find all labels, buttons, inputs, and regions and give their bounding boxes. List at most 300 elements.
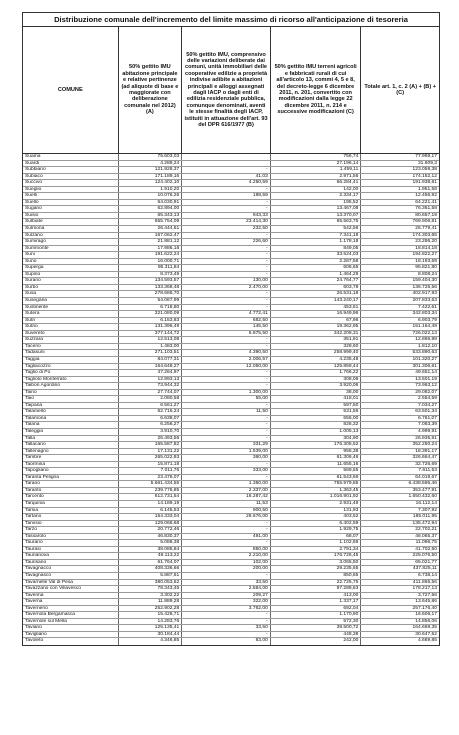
value-a-cell: 6.638,07 bbox=[119, 416, 183, 422]
comune-cell: Tarsia bbox=[23, 508, 119, 514]
value-a-cell: 11.889,28 bbox=[119, 599, 183, 605]
value-b-cell: 900,50 bbox=[182, 508, 271, 514]
value-a-cell: 265.022,83 bbox=[119, 455, 183, 461]
value-c-cell: 19.362,95 bbox=[271, 324, 362, 330]
total-cell: 135.472,94 bbox=[412, 520, 437, 526]
comune-cell: Tassarolo bbox=[23, 534, 119, 540]
value-a-cell: 171.189,16 bbox=[119, 174, 183, 180]
value-b-cell: 4.772,41 bbox=[182, 311, 271, 317]
value-c-cell: 531,56 bbox=[271, 409, 362, 415]
value-b-cell: - bbox=[182, 403, 271, 409]
comune-cell: Taio bbox=[23, 396, 119, 402]
value-c-cell: 143.240,17 bbox=[271, 298, 362, 304]
comune-cell: Taipana bbox=[23, 403, 119, 409]
value-c-cell: 342.208,31 bbox=[271, 331, 362, 337]
value-c-cell: 4.235,48 bbox=[271, 357, 362, 363]
header-col-b: 50% gettito IMU, comprensivo delle variazioni deliberate dai comuni, unità immobiliari delle cooperative edilizie a proprietà indivise adibite a abitazioni principali e alloggi assegnati dagli IACP o dagli enti di edilizia residenziale pubblica, comunque denominati, aventi le stesse finalità degli IACP, istituiti in attuazione dell'art. 93 del DPR 616/1977 (B) bbox=[182, 27, 271, 153]
comune-cell: Sutri bbox=[23, 318, 119, 324]
value-a-cell: 65.343,13 bbox=[119, 213, 183, 219]
value-b-cell: 28.676,00 bbox=[182, 514, 271, 520]
value-b-cell: - bbox=[182, 344, 271, 350]
value-a-cell: 14.283,76 bbox=[119, 619, 183, 625]
value-c-cell: 542,56 bbox=[271, 226, 362, 232]
comune-cell: Taviano bbox=[23, 625, 119, 631]
total-cell: 23.286,20 bbox=[415, 239, 437, 245]
total-cell: 41.702,50 bbox=[415, 546, 437, 552]
value-b-cell: 2.337,00 bbox=[182, 488, 271, 494]
value-b-cell: - bbox=[182, 462, 271, 468]
table-body bbox=[22, 154, 440, 646]
comune-cell: Suno bbox=[23, 259, 119, 265]
value-a-cell: 321.080,09 bbox=[119, 311, 183, 317]
comune-cell: Tartano bbox=[23, 514, 119, 520]
value-b-cell: 682,50 bbox=[182, 318, 271, 324]
comune-cell: Tavenna bbox=[23, 593, 119, 599]
document-title: Distribuzione comunale dell'incremento del limite massimo di ricorso all'anticipazione di tesoreria bbox=[22, 12, 440, 26]
value-b-cell: - bbox=[182, 429, 271, 435]
value-c-cell: 955,38 bbox=[271, 449, 362, 455]
total-cell: 65.021,77 bbox=[415, 559, 437, 565]
value-a-cell: 1.483,00 bbox=[119, 344, 183, 350]
comune-cell: Tavoleto bbox=[23, 638, 119, 645]
value-a-cell: 26.493,56 bbox=[119, 436, 183, 442]
comune-cell: Sulbiate bbox=[23, 219, 119, 225]
comune-cell: Succivo bbox=[23, 180, 119, 186]
value-a-cell: 154.333,04 bbox=[119, 514, 183, 520]
comune-cell: Tarcento bbox=[23, 494, 119, 500]
value-b-cell: 102,00 bbox=[182, 560, 271, 566]
total-cell: 73.963,12 bbox=[415, 383, 437, 389]
value-c-cell: 1.005,13 bbox=[271, 429, 362, 435]
value-c-cell: 328,60 bbox=[271, 344, 362, 350]
value-b-cell: 1.350,00 bbox=[182, 481, 271, 487]
value-c-cell: 850,65 bbox=[271, 573, 362, 579]
total-cell: 22.702,21 bbox=[415, 527, 437, 533]
total-cell: 7.083,39 bbox=[417, 422, 437, 428]
comune-cell: Surbo bbox=[23, 285, 119, 291]
value-c-cell: 2.931,49 bbox=[271, 501, 362, 507]
total-cell: 18.814,18 bbox=[415, 245, 437, 251]
table-header bbox=[22, 26, 440, 154]
value-c-cell: 33.524,03 bbox=[271, 252, 362, 258]
total-cell: 411.865,56 bbox=[412, 579, 437, 585]
value-a-cell: 5.887,51 bbox=[119, 573, 183, 579]
total-cell: 7.611,53 bbox=[418, 468, 437, 474]
value-b-cell: 33,50 bbox=[182, 580, 271, 586]
value-c-cell: 1.337,17 bbox=[271, 599, 362, 605]
value-a-cell: 62.894,00 bbox=[119, 206, 183, 212]
value-c-cell: 826,32 bbox=[271, 422, 362, 428]
value-b-cell: 360,00 bbox=[182, 455, 271, 461]
value-a-cell: 30.184,44 bbox=[119, 632, 183, 638]
total-cell: 76.361,58 bbox=[415, 206, 437, 212]
total-cell: 225.076,50 bbox=[412, 553, 437, 559]
comune-cell: Superga bbox=[23, 265, 119, 271]
value-b-cell: 322,00 bbox=[182, 599, 271, 605]
comune-cell: Tavernole sul Mella bbox=[23, 619, 119, 625]
total-cell: 726.022,13 bbox=[412, 330, 437, 336]
value-c-cell: 11.655,16 bbox=[271, 462, 362, 468]
comune-cell: Tavernerio bbox=[23, 606, 119, 612]
value-a-cell: 252.902,28 bbox=[119, 606, 183, 612]
comune-cell: Sugano bbox=[23, 206, 119, 212]
comune-cell: Taurisano bbox=[23, 560, 119, 566]
value-c-cell: 29.235,65 bbox=[271, 566, 362, 572]
comune-cell: Suello bbox=[23, 200, 119, 206]
value-b-cell bbox=[182, 161, 271, 167]
comune-cell: Tavigliano bbox=[23, 632, 119, 638]
value-c-cell: 692,04 bbox=[271, 606, 362, 612]
value-c-cell: 27.196,14 bbox=[271, 161, 362, 167]
total-cell: 207.833,63 bbox=[412, 298, 437, 304]
value-a-cell: 4.346,85 bbox=[119, 638, 183, 645]
total-cell: 353.477,91 bbox=[412, 487, 437, 493]
value-c-cell: 453,61 bbox=[271, 305, 362, 311]
value-a-cell: 2.080,58 bbox=[119, 396, 183, 402]
value-b-cell: - bbox=[182, 436, 271, 442]
value-a-cell: 167.062,47 bbox=[119, 233, 183, 239]
value-b-cell: - bbox=[182, 206, 271, 212]
value-a-cell: 16.000,71 bbox=[119, 259, 183, 265]
value-c-cell: 131,93 bbox=[271, 508, 362, 514]
total-cell: 342.803,34 bbox=[412, 311, 437, 317]
value-b-cell: - bbox=[182, 265, 271, 271]
value-b-cell: 200,00 bbox=[182, 566, 271, 572]
value-b-cell: - bbox=[182, 619, 271, 625]
comune-cell: Taranta Peligna bbox=[23, 475, 119, 481]
comune-cell: Tarzo bbox=[23, 527, 119, 533]
total-cell: 352.250,24 bbox=[412, 442, 437, 448]
total-cell: 301.306,61 bbox=[412, 363, 437, 369]
value-b-cell: 2.006,57 bbox=[182, 357, 271, 363]
comune-cell: Talana bbox=[23, 422, 119, 428]
value-b-cell: - bbox=[182, 377, 271, 383]
value-b-cell: 33,50 bbox=[182, 625, 271, 631]
total-cell: 533.890,63 bbox=[412, 350, 437, 356]
value-c-cell: 2.334,17 bbox=[271, 193, 362, 199]
value-c-cell: 1.766,22 bbox=[271, 370, 362, 376]
comune-cell: Suvereto bbox=[23, 331, 119, 337]
value-a-cell: 75.603,03 bbox=[119, 154, 183, 160]
value-b-cell: - bbox=[182, 259, 271, 265]
comune-cell: Tarano bbox=[23, 481, 119, 487]
value-b-cell: 11,50 bbox=[182, 409, 271, 415]
value-c-cell: 1.929,75 bbox=[271, 527, 362, 533]
value-a-cell: 12.513,08 bbox=[119, 337, 183, 343]
document-sheet bbox=[22, 12, 440, 646]
value-a-cell: 20.772,46 bbox=[119, 527, 183, 533]
header-comune: COMUNE bbox=[23, 27, 119, 153]
value-a-cell: 164.648,27 bbox=[119, 364, 183, 370]
value-b-cell: - bbox=[182, 337, 271, 343]
total-cell: 12.865,98 bbox=[415, 337, 437, 343]
value-a-cell: 15.871,18 bbox=[119, 462, 183, 468]
value-b-cell: 83,00 bbox=[182, 638, 271, 645]
comune-cell: Tallacano bbox=[23, 442, 119, 448]
value-c-cell: 1.102,69 bbox=[271, 540, 362, 546]
value-c-cell: 2.287,58 bbox=[271, 259, 362, 265]
value-a-cell: 239.776,85 bbox=[119, 488, 183, 494]
total-cell: 77.969,17 bbox=[415, 154, 437, 159]
comune-cell: Tavagnacco bbox=[23, 566, 119, 572]
comune-cell: Taurasi bbox=[23, 547, 119, 553]
value-b-cell: 12.050,00 bbox=[182, 364, 271, 370]
value-b-cell: 3.762,00 bbox=[182, 606, 271, 612]
value-b-cell: 2.584,00 bbox=[182, 586, 271, 592]
value-b-cell: - bbox=[182, 521, 271, 527]
value-a-cell: 6.153,83 bbox=[119, 318, 183, 324]
value-c-cell: 68,07 bbox=[271, 534, 362, 540]
value-c-cell: 849,05 bbox=[271, 246, 362, 252]
total-cell: 194.822,27 bbox=[412, 252, 437, 258]
value-c-cell: 572,30 bbox=[271, 619, 362, 625]
comune-cell: Taormina bbox=[23, 462, 119, 468]
total-cell: 63.501,34 bbox=[415, 409, 437, 415]
header-totale: Totale art. 1, c. 2 (A) + (B) + (C) bbox=[364, 83, 437, 96]
total-cell: 31.609,3 bbox=[417, 160, 437, 166]
value-a-cell: 95.311,84 bbox=[119, 265, 183, 271]
value-c-cell: 176.726,45 bbox=[271, 553, 362, 559]
value-c-cell: 755.979,85 bbox=[271, 481, 362, 487]
table-row bbox=[23, 638, 439, 645]
value-c-cell: 13.370,07 bbox=[271, 213, 362, 219]
value-c-cell: 308,06 bbox=[271, 377, 362, 383]
total-cell: 185.011,95 bbox=[412, 514, 437, 520]
value-a-cell: 46.830,37 bbox=[119, 534, 183, 540]
value-a-cell: 7.011,76 bbox=[119, 468, 183, 474]
value-c-cell: 1.170,90 bbox=[271, 612, 362, 618]
comune-cell: Tambre bbox=[23, 455, 119, 461]
value-c-cell: 26.531,18 bbox=[271, 291, 362, 297]
value-a-cell: 612.731,54 bbox=[119, 494, 183, 500]
value-a-cell: 133.368,48 bbox=[119, 285, 183, 291]
value-c-cell: 606,65 bbox=[271, 265, 362, 271]
value-b-cell: 850,00 bbox=[182, 547, 271, 553]
value-b-cell: 2.210,00 bbox=[182, 553, 271, 559]
value-a-cell: 3.302,22 bbox=[119, 593, 183, 599]
comune-cell: Tavazzano con Villavesco bbox=[23, 586, 119, 592]
value-a-cell: 377.144,72 bbox=[119, 331, 183, 337]
total-cell: 4.999,91 bbox=[417, 428, 437, 434]
comune-cell: Surano bbox=[23, 278, 119, 284]
value-b-cell: - bbox=[182, 370, 271, 376]
comune-cell: Sutera bbox=[23, 311, 119, 317]
value-b-cell: - bbox=[182, 573, 271, 579]
comune-cell: Tagliolo Monferrato bbox=[23, 377, 119, 383]
value-a-cell: 4.289,24 bbox=[119, 161, 183, 167]
value-b-cell: 145,50 bbox=[182, 324, 271, 330]
comune-cell: Sumirago bbox=[23, 239, 119, 245]
total-cell: 6.738,14 bbox=[417, 573, 437, 578]
value-b-cell: 232,50 bbox=[182, 226, 271, 232]
value-b-cell: - bbox=[182, 200, 271, 206]
value-c-cell: 38,00 bbox=[271, 390, 362, 396]
value-b-cell: 4.390,50 bbox=[182, 350, 271, 356]
value-b-cell: 16.287,42 bbox=[182, 494, 271, 500]
value-a-cell: 47.264,97 bbox=[119, 370, 183, 376]
value-c-cell: 1.459,11 bbox=[271, 167, 362, 173]
value-c-cell: 351,91 bbox=[271, 337, 362, 343]
value-b-cell bbox=[182, 154, 271, 160]
value-a-cell: 121.928,37 bbox=[119, 167, 183, 173]
value-a-cell: 62.716,24 bbox=[119, 409, 183, 415]
value-c-cell: 142,00 bbox=[271, 187, 362, 193]
total-cell: 101.320,27 bbox=[412, 356, 437, 362]
value-c-cell: 6.402,59 bbox=[271, 521, 362, 527]
value-a-cell: 271.103,51 bbox=[119, 350, 183, 356]
comune-cell: Tallenagno bbox=[23, 449, 119, 455]
value-c-cell: 258.999,40 bbox=[271, 350, 362, 356]
value-b-cell: 11,53 bbox=[182, 501, 271, 507]
total-cell: 3.727,56 bbox=[417, 592, 437, 598]
value-a-cell: 125.135,41 bbox=[119, 625, 183, 631]
total-cell: 174.303,65 bbox=[412, 232, 437, 238]
value-a-cell: 191.622,24 bbox=[119, 252, 183, 258]
value-b-cell: 55,00 bbox=[182, 396, 271, 402]
value-a-cell: 165.587,82 bbox=[119, 442, 183, 448]
value-c-cell: 1.464,29 bbox=[271, 272, 362, 278]
value-a-cell: 124.402,10 bbox=[119, 180, 183, 186]
comune-cell: Taglio di Po bbox=[23, 370, 119, 376]
total-cell: 16.606,17 bbox=[415, 612, 437, 618]
value-c-cell: 403,52 bbox=[271, 514, 362, 520]
comune-cell: Talla bbox=[23, 436, 119, 442]
comune-cell: Susa bbox=[23, 291, 119, 297]
value-c-cell: 22.725,75 bbox=[271, 580, 362, 586]
value-b-cell: - bbox=[182, 540, 271, 546]
value-c-cell: 7.341,18 bbox=[271, 233, 362, 239]
comune-cell: Sueglio bbox=[23, 187, 119, 193]
total-cell: 6.903,79 bbox=[417, 317, 437, 323]
total-cell: 11.096,75 bbox=[415, 540, 437, 546]
comune-cell: Sulzano bbox=[23, 233, 119, 239]
value-c-cell: 597,50 bbox=[271, 403, 362, 409]
value-c-cell: 656,00 bbox=[271, 416, 362, 422]
total-cell: 64.221,41 bbox=[415, 199, 437, 205]
value-a-cell: 15.426,71 bbox=[119, 612, 183, 618]
total-cell: 32.726,69 bbox=[415, 461, 437, 467]
value-c-cell: 13.467,08 bbox=[271, 206, 362, 212]
value-a-cell: 17.131,22 bbox=[119, 449, 183, 455]
value-c-cell: 39.500,72 bbox=[271, 625, 362, 631]
comune-cell: Subbiano bbox=[23, 167, 119, 173]
comune-cell: Tapogliano bbox=[23, 468, 119, 474]
total-cell: 29.082,07 bbox=[415, 389, 437, 395]
value-a-cell: 278.686,70 bbox=[119, 291, 183, 297]
value-b-cell: - bbox=[182, 291, 271, 297]
comune-cell: Susegana bbox=[23, 298, 119, 304]
value-b-cell: 333,00 bbox=[182, 468, 271, 474]
total-cell: 1.812,10 bbox=[417, 343, 437, 349]
value-a-cell: 6.561,27 bbox=[119, 403, 183, 409]
total-cell: 64.019,67 bbox=[415, 474, 437, 480]
comune-cell: Supino bbox=[23, 272, 119, 278]
comune-cell: Summonte bbox=[23, 246, 119, 252]
value-a-cell: 131.396,49 bbox=[119, 324, 183, 330]
comune-cell: Suardi bbox=[23, 161, 119, 167]
value-a-cell: 6.145,53 bbox=[119, 508, 183, 514]
value-a-cell: 27.744,07 bbox=[119, 390, 183, 396]
value-c-cell: 569,55 bbox=[271, 468, 362, 474]
value-b-cell: - bbox=[182, 612, 271, 618]
comune-cell: Taverna bbox=[23, 599, 119, 605]
value-a-cell: 54.067,99 bbox=[119, 298, 183, 304]
comune-cell: Tarquinia bbox=[23, 501, 119, 507]
value-b-cell: 1.300,00 bbox=[182, 390, 271, 396]
value-a-cell: 61.764,07 bbox=[119, 560, 183, 566]
value-a-cell: 3.910,70 bbox=[119, 429, 183, 435]
value-c-cell: 756,74 bbox=[271, 154, 362, 160]
value-a-cell: 12.893,13 bbox=[119, 377, 183, 383]
comune-cell: Subiaco bbox=[23, 174, 119, 180]
value-c-cell: 24.764,77 bbox=[271, 278, 362, 284]
comune-cell: Suama bbox=[23, 154, 119, 160]
value-c-cell: 2.971,56 bbox=[271, 174, 362, 180]
value-b-cell: - bbox=[182, 272, 271, 278]
total-cell: 1.650.432,60 bbox=[408, 494, 437, 500]
value-a-cell: 380.053,62 bbox=[119, 580, 183, 586]
value-c-cell: 304,90 bbox=[271, 436, 362, 442]
value-b-cell: - bbox=[182, 252, 271, 258]
comune-cell: Tagliacozzo bbox=[23, 364, 119, 370]
value-b-cell: - bbox=[182, 233, 271, 239]
comune-cell: Suzzara bbox=[23, 337, 119, 343]
value-c-cell: 61.543,66 bbox=[271, 475, 362, 481]
value-b-cell: - bbox=[182, 416, 271, 422]
comune-cell: Sutrio bbox=[23, 324, 119, 330]
value-c-cell: 1.363,45 bbox=[271, 488, 362, 494]
value-b-cell: 331,29 bbox=[182, 442, 271, 448]
comune-cell: Tavernola Bergamasca bbox=[23, 612, 119, 618]
total-cell: 80.657,19 bbox=[415, 212, 437, 218]
total-cell: 18.193,69 bbox=[415, 258, 437, 264]
value-b-cell: 41,03 bbox=[182, 174, 271, 180]
comune-cell: Taibon Agordino bbox=[23, 383, 119, 389]
value-c-cell: 67,96 bbox=[271, 318, 362, 324]
value-a-cell: 134.593,57 bbox=[119, 278, 183, 284]
value-a-cell: 78.343,45 bbox=[119, 586, 183, 592]
value-a-cell: 5.088,38 bbox=[119, 540, 183, 546]
total-cell: 2.554,59 bbox=[417, 396, 437, 402]
value-a-cell: 23.476,07 bbox=[119, 475, 183, 481]
value-c-cell: 3.920,06 bbox=[271, 383, 362, 389]
value-c-cell: 242,00 bbox=[271, 638, 362, 645]
value-c-cell: 65.563,75 bbox=[271, 219, 362, 225]
value-b-cell: 943,33 bbox=[182, 213, 271, 219]
total-cell: 7.307,92 bbox=[417, 507, 437, 513]
total-cell: 12.456,92 bbox=[415, 193, 437, 199]
comune-cell: Taggia bbox=[23, 357, 119, 363]
total-cell: 159.404,30 bbox=[412, 278, 437, 284]
value-a-cell: 6.256,27 bbox=[119, 422, 183, 428]
total-cell: 326.664,47 bbox=[412, 455, 437, 461]
value-c-cell: 3.065,50 bbox=[271, 560, 362, 566]
comune-cell: Tadasuni bbox=[23, 350, 119, 356]
value-a-cell: 73.944,32 bbox=[119, 383, 183, 389]
total-cell: 14.856,06 bbox=[415, 618, 437, 624]
value-c-cell: 66.284,41 bbox=[271, 180, 362, 186]
value-a-cell: 14.189,19 bbox=[119, 501, 183, 507]
value-c-cell: 16.949,96 bbox=[271, 311, 362, 317]
total-cell: 174.152,12 bbox=[412, 173, 437, 179]
value-a-cell: 1.910,20 bbox=[119, 187, 183, 193]
total-cell: 7.422,61 bbox=[417, 304, 437, 310]
comune-cell: Tarvisio bbox=[23, 521, 119, 527]
total-cell: 48.065,37 bbox=[415, 533, 437, 539]
total-cell: 13.645,86 bbox=[415, 599, 437, 605]
value-b-cell: 2.470,00 bbox=[182, 285, 271, 291]
value-b-cell: - bbox=[182, 632, 271, 638]
